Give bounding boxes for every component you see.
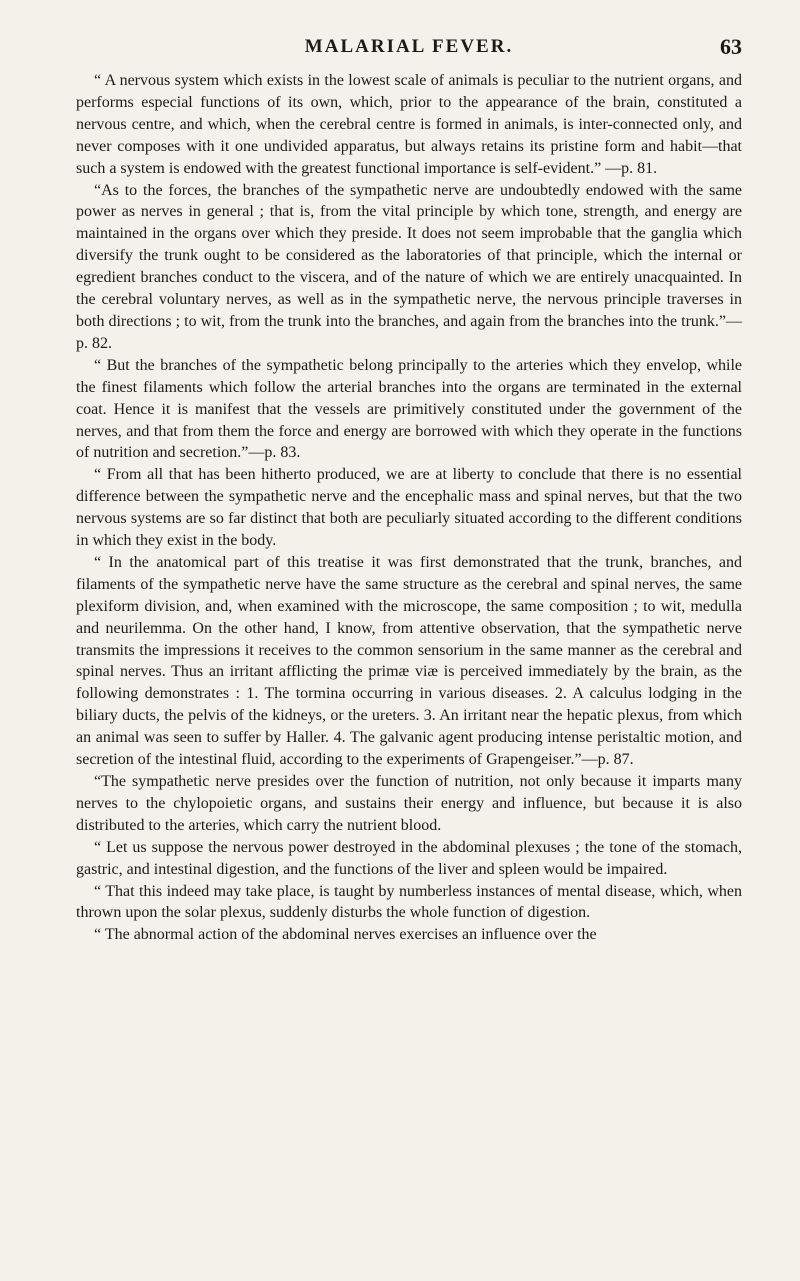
- paragraph-branches-arteries: “ But the branches of the sympathetic belong principally to the arteries which they envelop, while the finest filaments which follow the arterial branches into the organs are terminated in the external coat. Hence it is manifest that the vessels are primitively constituted under the government of the nerves, and that from them the force and energy are borrowed with which they operate in the functions of nutrition and secretion.”—p. 83.: [76, 356, 742, 462]
- paragraph-abdominal-plexuses: “ Let us suppose the nervous power destroyed in the abdominal plexuses ; the tone of the stomach, gastric, and intestinal digestion, and the functions of the liver and spleen would be impaired.: [76, 838, 742, 878]
- paragraph-nervous-system: “ A nervous system which exists in the lowest scale of animals is peculiar to the nutrient organs, and performs especial functions of its own, which, prior to the appearance of the brain, constituted a nervous centre, and which, when the cerebral centre is formed in animals, is inter-connected only, and never composes with it one undivided apparatus, but always retains its pristine form and habit—that such a system is endowed with the greatest functional importance is self-evident.” —p. 81.: [76, 72, 742, 177]
- paragraph-anatomical-part: “ In the anatomical part of this treatise it was first demonstrated that the trunk, branches, and filaments of the sympathetic nerve have the same structure as the cerebral and spinal nerves, the same plexiform division, and, when examined with the microscope, the same composition ; to wit, medulla and neurilemma. On the other hand, I know, from attentive observation, that the sympathetic nerve transmits the impressions it receives to the common sensorium in the same manner as the cerebral and spinal nerves. Thus an irritant afflicting the primæ viæ is perceived immediately by the brain, as the following demonstrates : 1. The tormina occurring in various diseases. 2. A calculus lodging in the biliary ducts, the pelvis of the kidneys, or the ureters. 3. An irritant near the hepatic plexus, from which an animal was seen to suffer by Haller. 4. The galvanic agent producing intense peristaltic motion, and secretion of the intestinal fluid, according to the experiments of Grapengeiser.”—p. 87.: [76, 553, 742, 769]
- running-title: MALARIAL FEVER.: [304, 36, 514, 57]
- paragraph-forces: “As to the forces, the branches of the sympathetic nerve are undoubtedly endowed with the same power as nerves in general ; that is, from the vital principle by which tone, strength, and energy are maintained in the organs over which they preside. It does not seem improbable that the ganglia which diversify the trunk ought to be considered as the laboratories of that principle, which the internal or egredient branches conduct to the viscera, and of the nature of which we are entirely unacquainted. In the cerebral voluntary nerves, as well as in the sympathetic nerve, the nervous principle traverses in both directions ; to wit, from the trunk into the branches, and again from the branches into the trunk.”—p. 82.: [76, 181, 742, 352]
- body-text: [76, 70, 742, 946]
- paragraph-nutrition: “The sympathetic nerve presides over the function of nutrition, not only because it imparts many nerves to the chylopoietic organs, and sustains their energy and influence, but because it is also distributed to the arteries, which carry the nutrient blood.: [76, 773, 742, 834]
- paragraph-abnormal-action: “ The abnormal action of the abdominal nerves exercises an influence over the: [94, 926, 597, 944]
- running-head: [76, 34, 742, 60]
- paragraph-conclusion: “ From all that has been hitherto produced, we are at liberty to conclude that there is no essential difference between the sympathetic nerve and the encephalic mass and spinal nerves, but that the two nervous systems are so far distinct that both are peculiarly situated according to the different conditions in which they exist in the body.: [76, 466, 742, 550]
- page-number: 63: [720, 34, 742, 59]
- paragraph-mental-disease: “ That this indeed may take place, is taught by numberless instances of mental disease, which, when thrown upon the solar plexus, suddenly disturbs the whole function of digestion.: [76, 882, 742, 922]
